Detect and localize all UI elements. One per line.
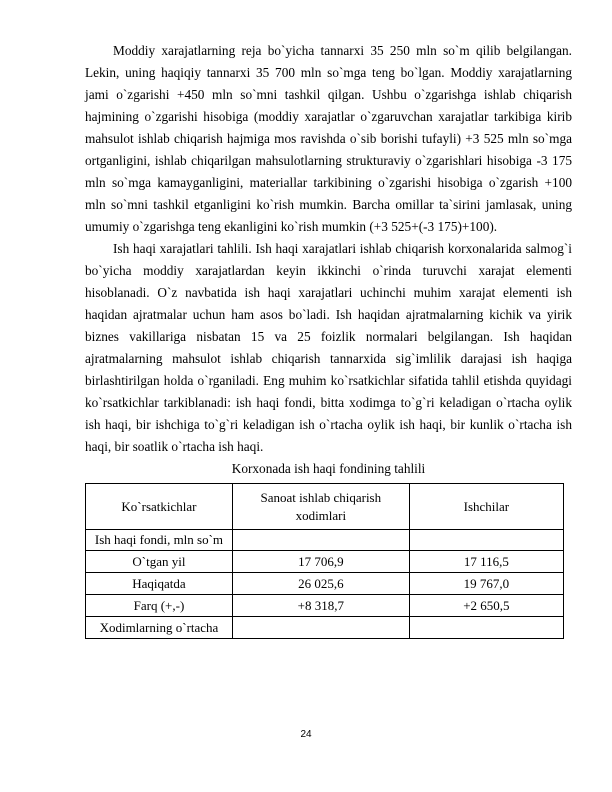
header-workers: Ishchilar: [409, 484, 563, 530]
table-row: [86, 617, 564, 639]
row-label: Xodimlarning o`rtacha: [86, 617, 233, 639]
wage-fund-table: [85, 483, 564, 639]
cell-staff: 26 025,6: [232, 573, 409, 595]
table-row: [86, 551, 564, 573]
cell-staff: [232, 530, 409, 551]
document-page: [85, 40, 572, 639]
paragraph-wage-costs: Ish haqi xarajatlari tahlili. Ish haqi xarajatlari ishlab chiqarish korxonalarida salmog`i bo`yicha moddiy xarajatlardan keyin ikkinchi o`rinda turuvchi xarajat elementi hisoblanadi. O`z navbatida ish haqi xarajatlari uchinchi muhim xarajat elementi ish haqidan ajratmalar uchun ham asos bo`ladi. Ish haqidan ajratmalarning kichik va yirik biznes vakillariga nisbatan 15 va 25 foizlik normalari belgilangan. Ish haqidan ajratmalarning mahsulot ishlab chiqarish tannarxida sig`imlilik darajasi ish haqiga birlashtirilgan holda o`rganiladi. Eng muhim ko`rsatkichlar sifatida tahlil etishda quyidagi ko`rsatkichlar tarkiblanadi: ish haqi fondi, bitta xodimga to`g`ri keladigan o`rtacha oylik ish haqi, bir ishchiga to`g`ri keladigan ish o`rtacha oylik ish haqi, bir kunlik o`rtacha ish haqi, bir soatlik o`rtacha ish haqi.: [85, 241, 572, 454]
cell-workers: 17 116,5: [409, 551, 563, 573]
cell-staff: +8 318,7: [232, 595, 409, 617]
cell-staff: 17 706,9: [232, 551, 409, 573]
header-indicators: Ko`rsatkichlar: [86, 484, 233, 530]
table-caption: Korxonada ish haqi fondining tahlili: [231, 461, 426, 476]
table-row: [86, 530, 564, 551]
cell-workers: +2 650,5: [409, 595, 563, 617]
row-label: Haqiqatda: [86, 573, 233, 595]
table-row: [86, 573, 564, 595]
header-industrial-staff: Sanoat ishlab chiqarish xodimlari: [232, 484, 409, 530]
row-label: Farq (+,-): [86, 595, 233, 617]
cell-staff: [232, 617, 409, 639]
row-label: Ish haqi fondi, mln so`m: [86, 530, 233, 551]
paragraph-material-costs: Moddiy xarajatlarning reja bo`yicha tannarxi 35 250 mln so`m qilib belgilangan. Lekin, uning haqiqiy tannarxi 35 700 mln so`mga teng bo`lgan. Moddiy xarajatlarning jami o`zgarishi +450 mln so`mni tashkil qilgan. Ushbu o`zgarishga ishlab chiqarish hajmining o`zgarishi hisobiga (moddiy xarajatlar o`zgaruvchan xarajatlar tarkibiga kirib mahsulot ishlab chiqarish hajmiga mos ravishda o`sib borishi tufayli) +3 525 mln so`mga ortganligini, ishlab chiqarilgan mahsulotlarning strukturaviy o`zgarishlari hisobiga -3 175 mln so`mga kamayganligini, materiallar tarkibining o`zgarishi hisobiga o`zgarish +100 mln so`mni tashkil etganligini ko`rish mumkin. Barcha omillar ta`sirini jamlasak, uning umumiy o`zgarishga teng ekanligini ko`rish mumkin (+3 525+(-3 175)+100).: [85, 43, 572, 234]
cell-workers: [409, 617, 563, 639]
table-row: [86, 595, 564, 617]
cell-workers: [409, 530, 563, 551]
row-label: O`tgan yil: [86, 551, 233, 573]
page-number: 24: [300, 729, 312, 740]
table-header-row: [86, 484, 564, 530]
cell-workers: 19 767,0: [409, 573, 563, 595]
